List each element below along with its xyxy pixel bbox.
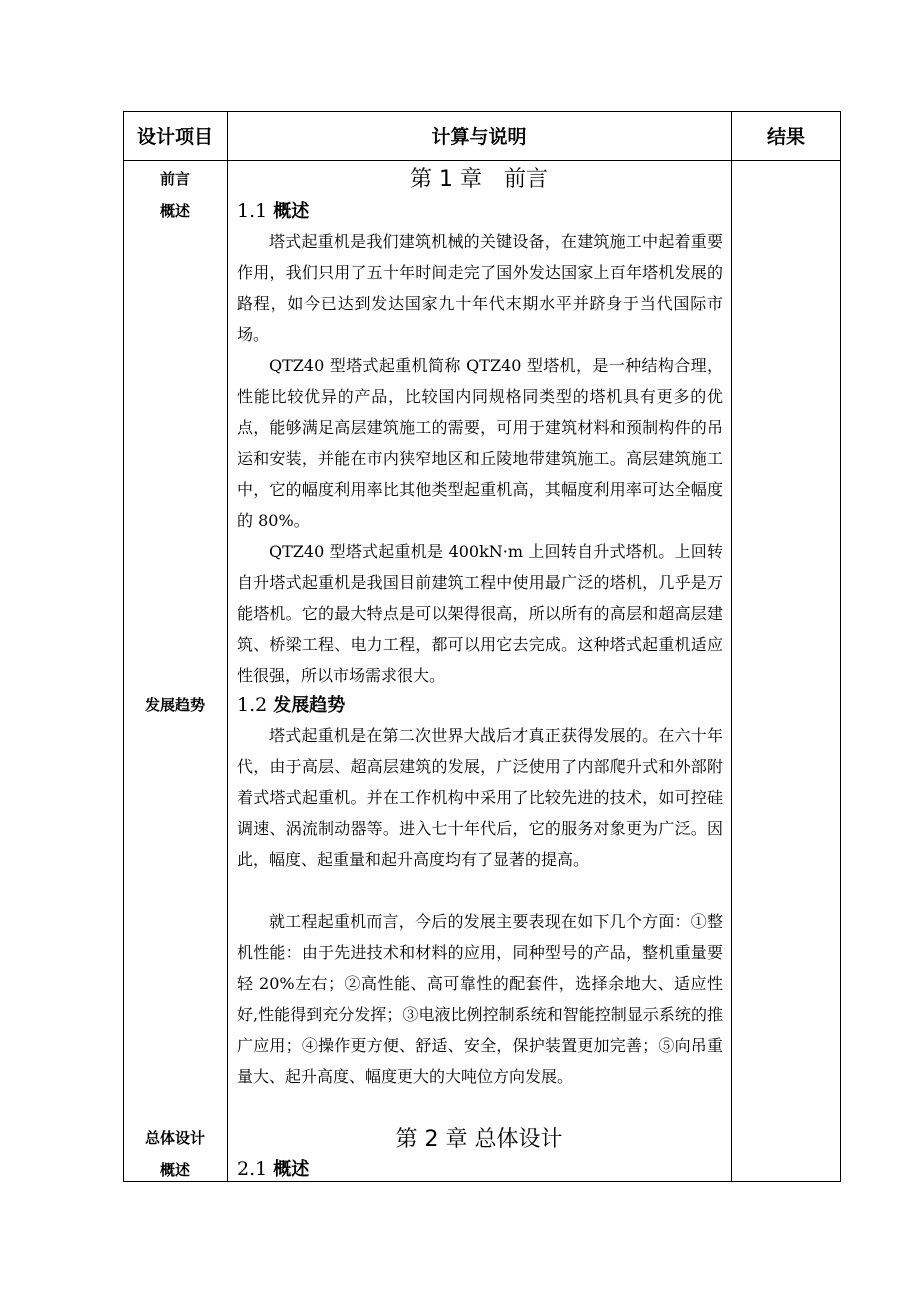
section-number: 1.2 [237, 694, 268, 716]
section-1-1-heading [237, 197, 309, 223]
paragraph-3: QTZ40 型塔式起重机是 400kN·m 上回转自升式塔机。上回转自升塔式起重机是我国目前建筑工程中使用最广泛的塔机，几乎是万能塔机。它的最大特点是可以架得很高，所以所有的高层和超高层建筑、桥梁工程、电力工程，都可以用它去完成。这种塔式起重机适应性很强，所以市场需求很大。 [237, 542, 723, 685]
section-number: 2.1 [237, 1158, 268, 1180]
section-title: 发展趋势 [273, 695, 346, 716]
chapter-2-title: 第 2 章 总体设计 [395, 1127, 563, 1152]
label-overview: 概述 [159, 202, 190, 220]
section-number: 1.1 [237, 200, 268, 222]
section-title: 概述 [273, 201, 310, 222]
section-1-2-heading [237, 691, 345, 717]
paragraph-5: 就工程起重机而言，今后的发展主要表现在如下几个方面：①整机性能：由于先进技术和材料的应用，同种型号的产品，整机重量要轻 20%左右；②高性能、高可靠性的配套件，选择余地大、适应性好,性能得到充分发挥；③电液比例控制系统和智能控制显示系统的推广应用；④操作更方便、舒适、安全，保护装置更加完善；⑤向吊重量大、起升高度、幅度更大的大吨位方向发展。 [237, 912, 723, 1086]
header-calculation: 计算与说明 [431, 126, 527, 148]
paragraph-1: 塔式起重机是我们建筑机械的关键设备，在建筑施工中起着重要作用，我们只用了五十年时间走完了国外发达国家上百年塔机发展的路程，如今已达到发达国家九十年代末期水平并跻身于当代国际市场。 [237, 232, 723, 344]
paragraph-2: QTZ40 型塔式起重机简称 QTZ40 型塔机，是一种结构合理，性能比较优异的产品，比较国内同规格同类型的塔机具有更多的优点，能够满足高层建筑施工的需要，可用于建筑材料和预制构件的吊运和安装，并能在市内狭窄地区和丘陵地带建筑施工。高层建筑施工中，它的幅度利用率比其他类型起重机高，其幅度利用率可达全幅度的 80%。 [237, 356, 723, 530]
label-preface: 前言 [159, 170, 190, 188]
paragraph-4: 塔式起重机是在第二次世界大战后才真正获得发展的。在六十年代，由于高层、超高层建筑的发展，广泛使用了内部爬升式和外部附着式塔式起重机。并在工作机构中采用了比较先进的技术，如可控硅调速、涡流制动器等。进入七十年代后，它的服务对象更为广泛。因此，幅度、起重量和起升高度均有了显著的提高。 [237, 726, 723, 869]
column-divider-1 [227, 111, 228, 1182]
header-divider [123, 160, 841, 161]
section-title: 概述 [273, 1159, 310, 1180]
header-design-item: 设计项目 [136, 126, 213, 148]
column-divider-2 [731, 111, 732, 1182]
label-overview-2: 概述 [159, 1161, 190, 1179]
label-general-design: 总体设计 [144, 1129, 205, 1147]
chapter-1-title: 第 1 章 前言 [410, 167, 548, 192]
header-result: 结果 [766, 126, 805, 148]
section-2-1-heading [237, 1155, 309, 1181]
label-trend: 发展趋势 [144, 696, 205, 714]
